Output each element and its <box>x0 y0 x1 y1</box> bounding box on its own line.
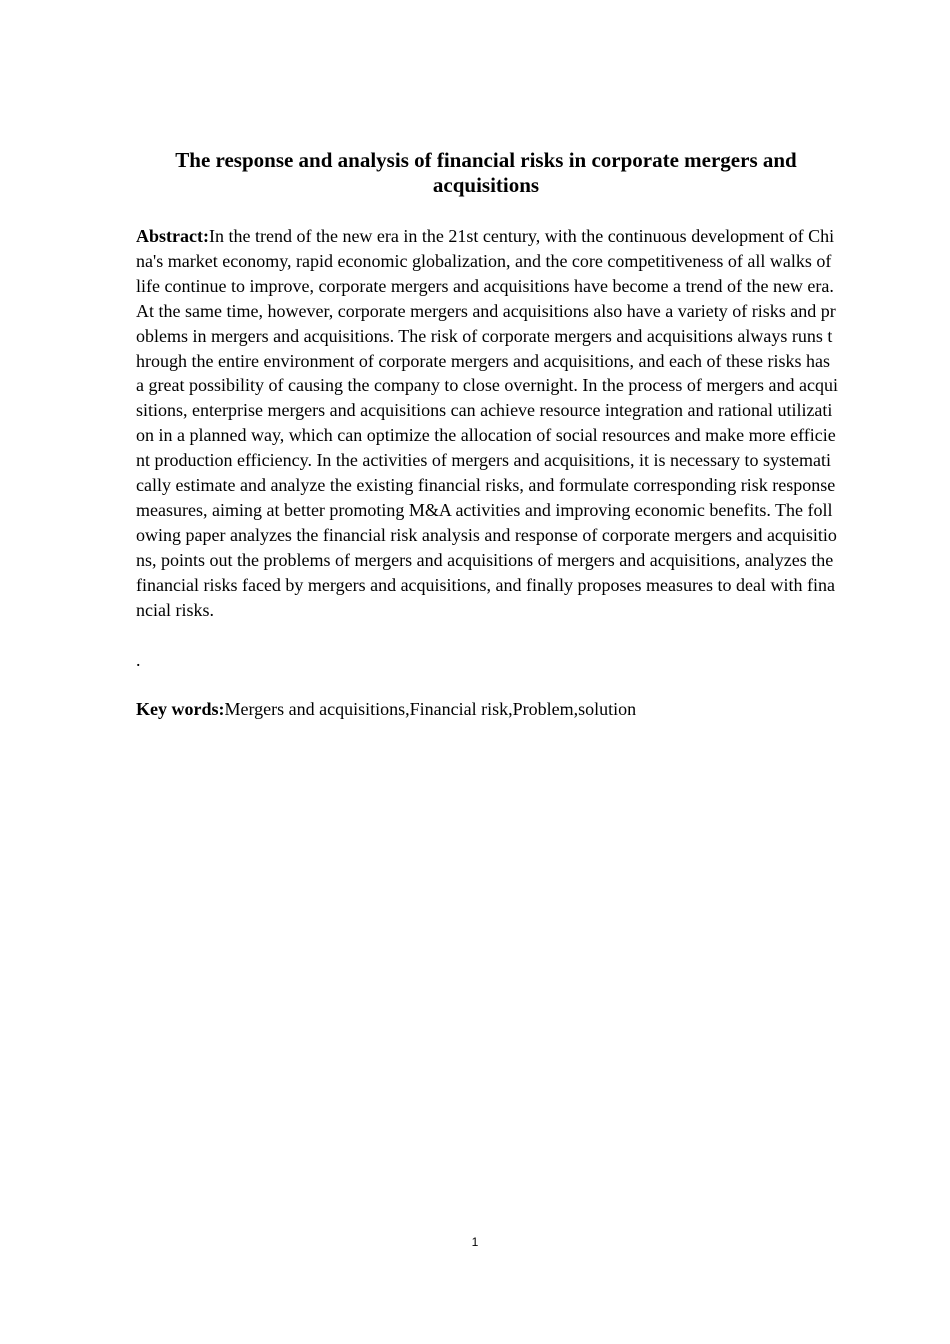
paper-title: The response and analysis of financial risks in corporate mergers and acquisitions <box>175 148 797 197</box>
keywords-text: Mergers and acquisitions,Financial risk,Problem,solution <box>224 699 637 719</box>
page-number: 1 <box>471 1235 479 1249</box>
abstract-trailing-mark: . <box>136 650 141 670</box>
keywords-label: Key words: <box>136 699 225 719</box>
abstract-text: In the trend of the new era in the 21st century, with the continuous development of China's market economy, rapid economic globalization, and the core competitiveness of all walks of life continue to improve, corporate mergers and acquisitions have become a trend of the new era. At the same time, however, corporate mergers and acquisitions also have a variety of risks and problems in mergers and acquisitions. The risk of corporate mergers and acquisitions always runs through the entire environment of corporate mergers and acquisitions, and each of these risks has a great possibility of causing the company to close overnight. In the process of mergers and acquisitions, enterprise mergers and acquisitions can achieve resource integration and rational utilization in a planned way, which can optimize the allocation of social resources and make more efficient production efficiency. In the activities of mergers and acquisitions, it is necessary to systematically estimate and analyze the existing financial risks, and formulate corresponding risk response measures, aiming at better promoting M&A activities and improving economic benefits. The following paper analyzes the financial risk analysis and response of corporate mergers and acquisitions, points out the problems of mergers and acquisitions of mergers and acquisitions, analyzes the financial risks faced by mergers and acquisitions, and finally proposes measures to deal with financial risks. <box>136 226 838 620</box>
abstract-paragraph <box>136 224 838 623</box>
abstract-label: Abstract: <box>136 226 209 246</box>
keywords-paragraph <box>136 697 838 722</box>
